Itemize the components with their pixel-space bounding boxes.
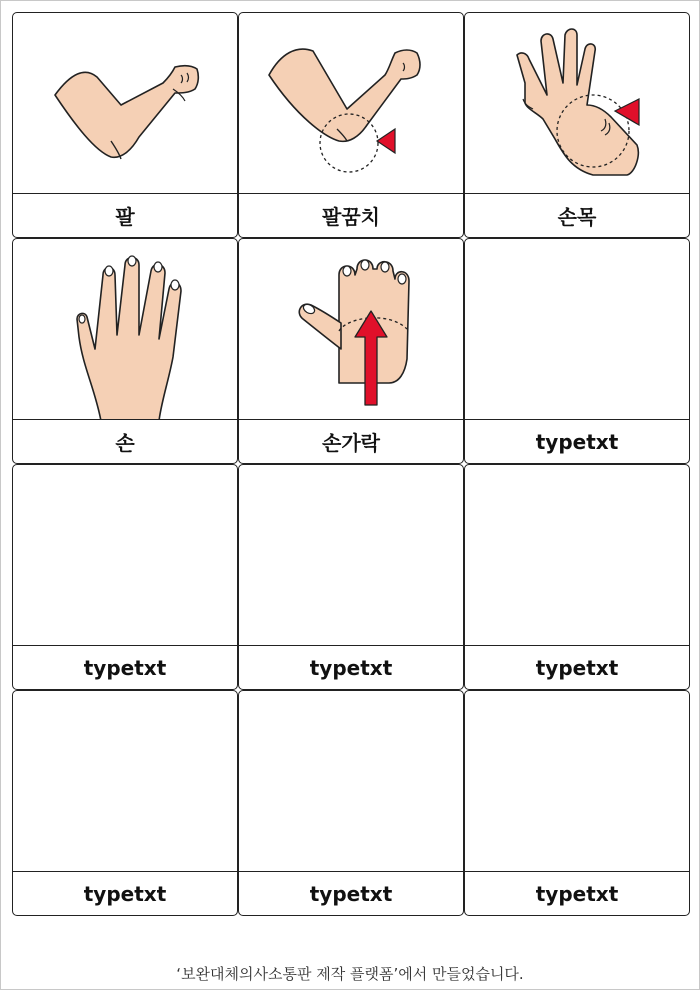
card-fingers[interactable] — [238, 238, 464, 464]
card-label: typetxt — [535, 881, 619, 906]
card-empty[interactable] — [238, 464, 464, 690]
card-image — [239, 239, 463, 420]
elbow-icon — [239, 13, 463, 193]
card-empty[interactable] — [12, 464, 238, 690]
card-label: 손목 — [557, 205, 597, 229]
card-image — [13, 691, 237, 872]
card-label: 팔 — [115, 205, 135, 229]
card-label: typetxt — [83, 881, 167, 906]
card-empty[interactable] — [464, 464, 690, 690]
card-arm[interactable] — [12, 12, 238, 238]
fingers-icon — [239, 239, 463, 419]
card-label: 팔꿈치 — [322, 205, 380, 229]
card-image — [239, 465, 463, 646]
card-image — [239, 691, 463, 872]
card-image — [465, 465, 689, 646]
card-label: typetxt — [309, 881, 393, 906]
card-label: typetxt — [535, 655, 619, 680]
card-wrist[interactable] — [464, 12, 690, 238]
card-image — [13, 465, 237, 646]
card-hand[interactable] — [12, 238, 238, 464]
card-image — [465, 691, 689, 872]
card-label: 손 — [115, 431, 135, 455]
hand-icon — [13, 239, 237, 419]
footer-credit: ‘보완대체의사소통판 제작 플랫폼’에서 만들었습니다. — [176, 965, 524, 983]
card-empty[interactable] — [464, 690, 690, 916]
card-elbow[interactable] — [238, 12, 464, 238]
card-empty[interactable] — [238, 690, 464, 916]
card-label: typetxt — [309, 655, 393, 680]
card-label: 손가락 — [322, 431, 380, 455]
card-empty[interactable] — [12, 690, 238, 916]
card-image — [465, 13, 689, 194]
card-label: typetxt — [535, 429, 619, 454]
card-empty[interactable] — [464, 238, 690, 464]
arm-icon — [13, 13, 237, 193]
card-label: typetxt — [83, 655, 167, 680]
card-image — [13, 13, 237, 194]
card-image — [465, 239, 689, 420]
wrist-icon — [465, 13, 689, 193]
card-image — [13, 239, 237, 420]
card-grid — [12, 12, 690, 916]
card-image — [239, 13, 463, 194]
